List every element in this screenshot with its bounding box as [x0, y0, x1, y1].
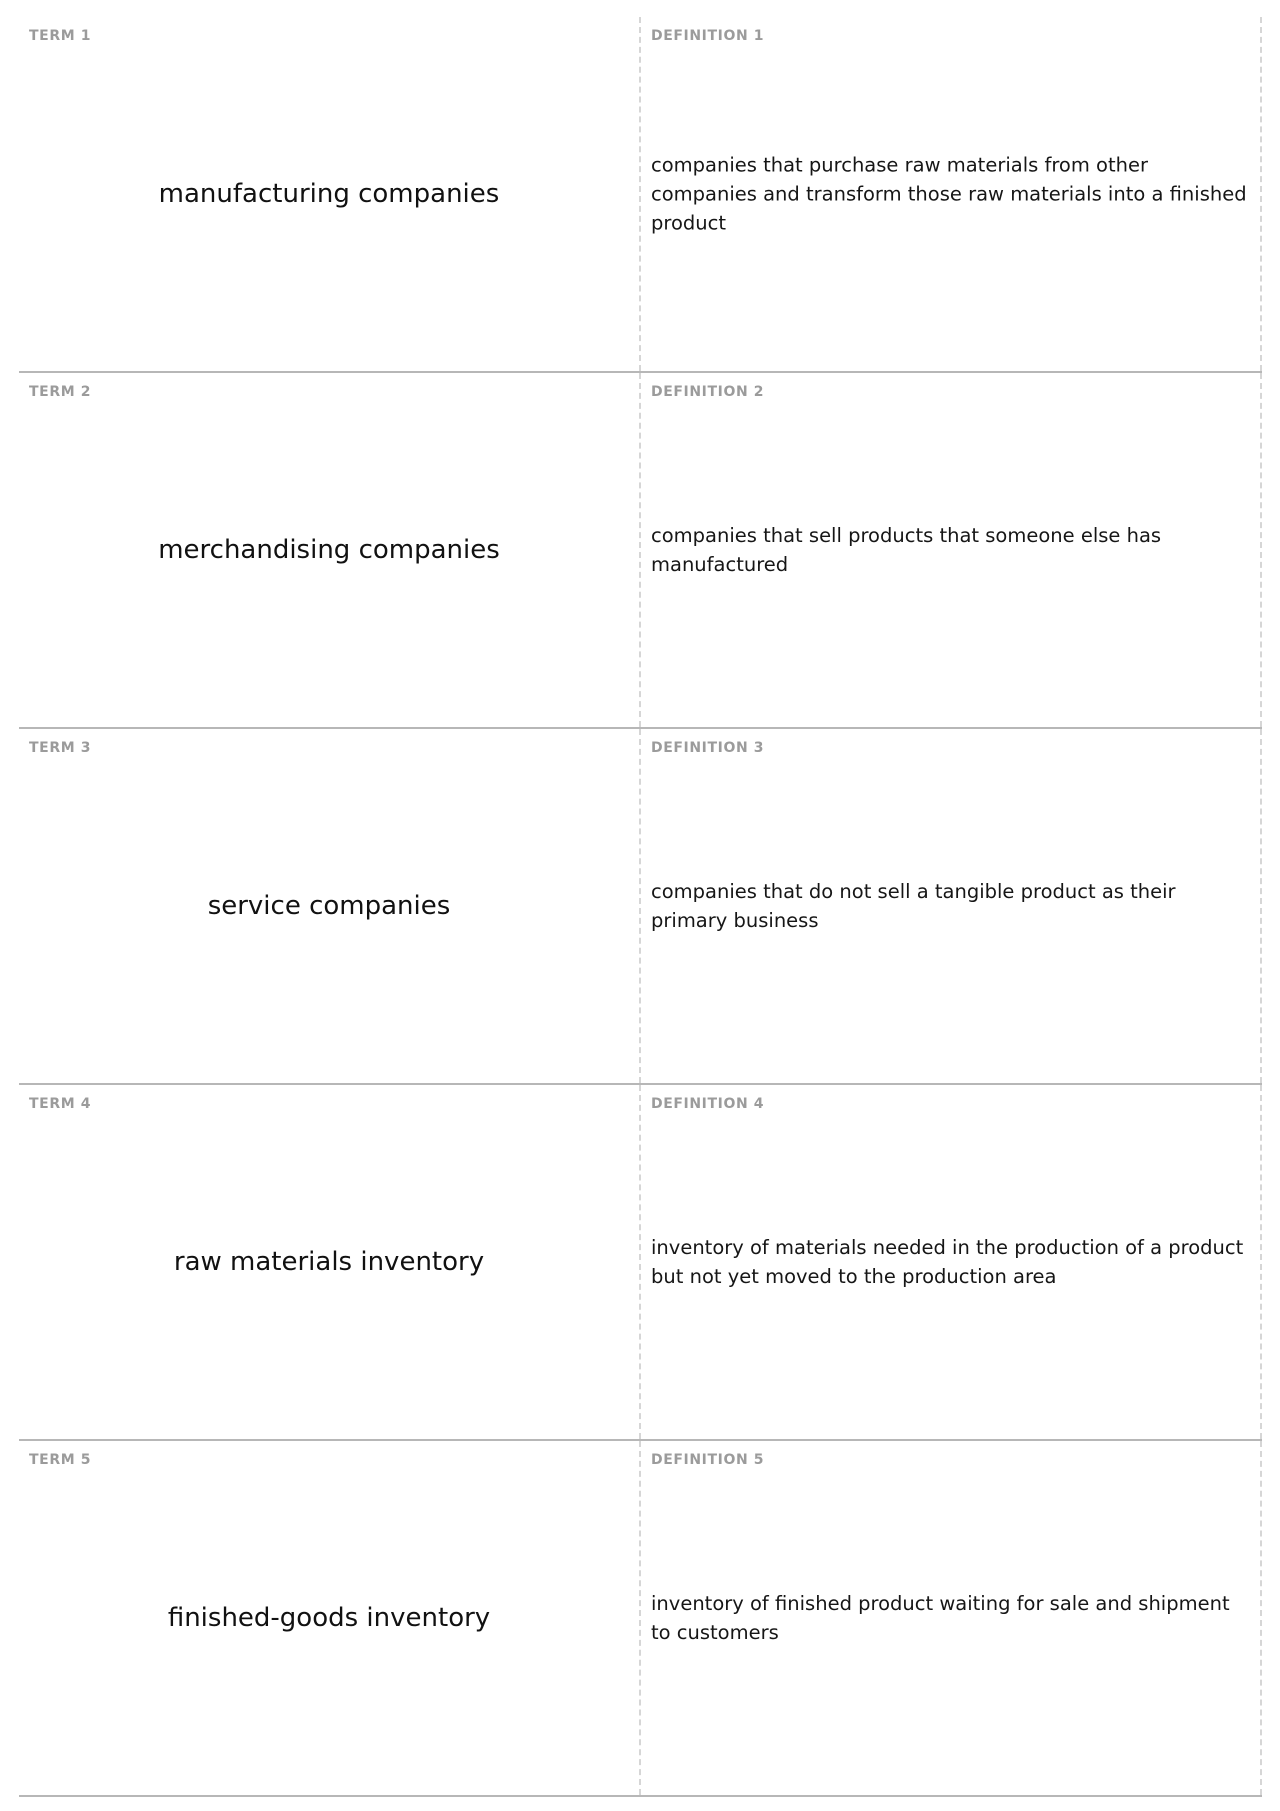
definition-text: companies that do not sell a tangible product as their primary business: [651, 880, 1176, 932]
definition-text: companies that purchase raw materials from other companies and transform those raw materials into a finished product: [651, 153, 1247, 235]
term-text: manufacturing companies: [158, 179, 500, 209]
flashcard-row: [19, 17, 1262, 373]
term-label: TERM 5: [29, 1452, 92, 1468]
term-cell: [19, 729, 641, 1083]
definition-label: DEFINITION 1: [651, 28, 765, 44]
definition-cell: [641, 17, 1262, 371]
definition-label: DEFINITION 4: [651, 1096, 765, 1112]
definition-cell: [641, 373, 1262, 727]
term-text: finished-goods inventory: [167, 1603, 491, 1633]
term-label: TERM 4: [29, 1096, 92, 1112]
definition-text: inventory of finished product waiting for sale and shipment to customers: [651, 1592, 1230, 1644]
term-label: TERM 1: [29, 28, 92, 44]
flashcard-row: [19, 1441, 1262, 1797]
term-cell: [19, 1441, 641, 1795]
definition-cell: [641, 1085, 1262, 1439]
definition-cell: [641, 1441, 1262, 1795]
term-cell: [19, 17, 641, 371]
term-cell: [19, 1085, 641, 1439]
flashcard-row: [19, 373, 1262, 729]
definition-label: DEFINITION 2: [651, 384, 765, 400]
definition-cell: [641, 729, 1262, 1083]
term-text: service companies: [207, 891, 451, 921]
definition-label: DEFINITION 3: [651, 740, 765, 756]
flashcard-row: [19, 1085, 1262, 1441]
term-text: merchandising companies: [158, 535, 500, 565]
term-text: raw materials inventory: [173, 1247, 485, 1277]
definition-label: DEFINITION 5: [651, 1452, 765, 1468]
definition-text: companies that sell products that someone else has manufactured: [651, 524, 1162, 576]
flashcard-sheet: [19, 17, 1262, 1797]
flashcard-row: [19, 729, 1262, 1085]
term-label: TERM 2: [29, 384, 92, 400]
term-label: TERM 3: [29, 740, 92, 756]
term-cell: [19, 373, 641, 727]
definition-text: inventory of materials needed in the production of a product but not yet moved to the production area: [651, 1236, 1244, 1288]
